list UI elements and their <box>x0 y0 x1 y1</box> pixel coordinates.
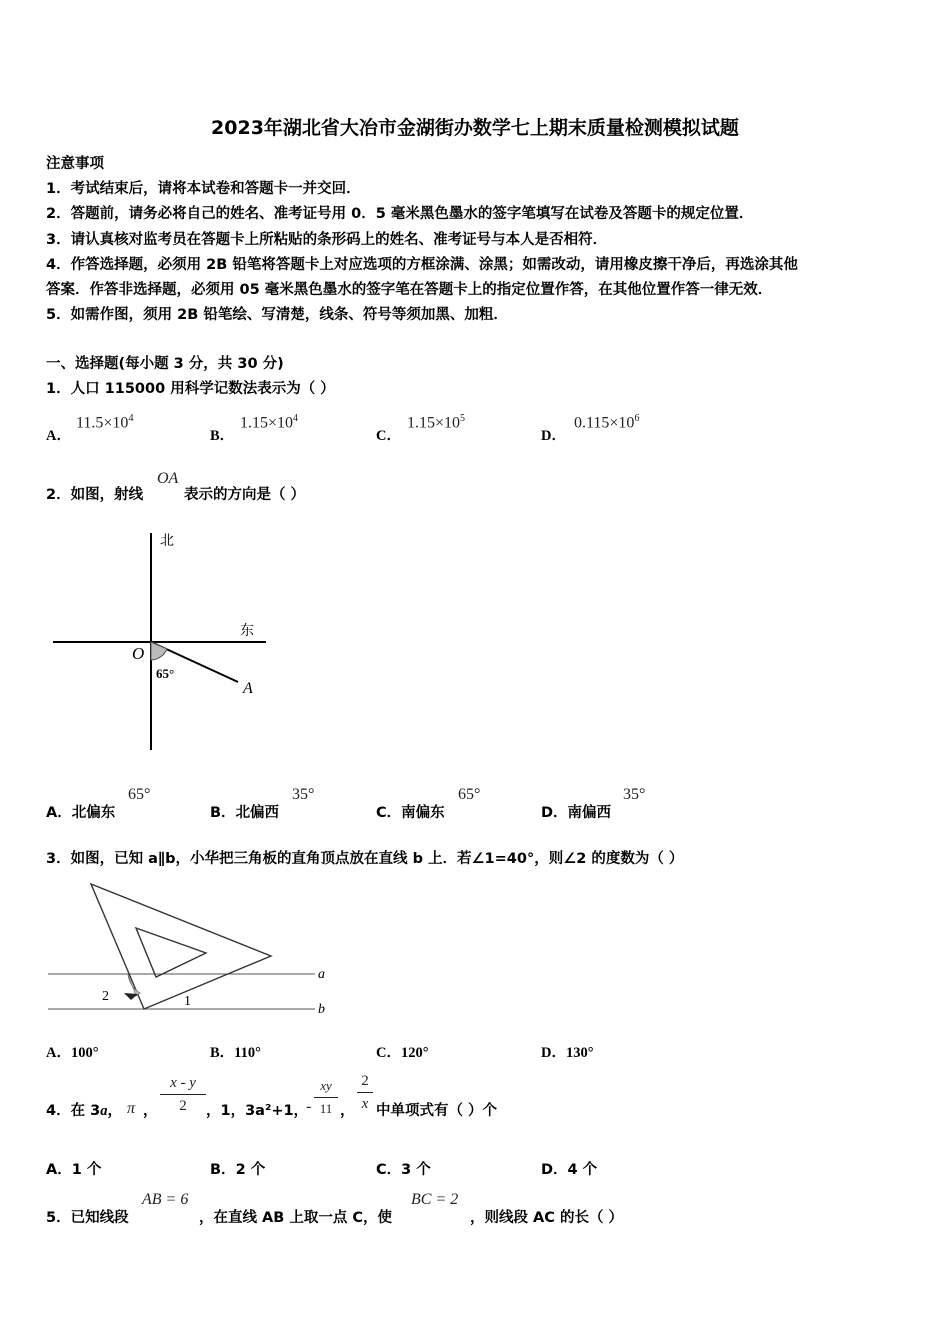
q1-option-a-letter: A． <box>46 428 71 444</box>
page-title: 2023年湖北省大冶市金湖街办数学七上期末质量检测模拟试题 <box>211 117 739 139</box>
q4-lead: 4．在 3a， <box>46 1103 122 1119</box>
q5-tail: ，则线段 AC 的长（ ） <box>470 1210 624 1226</box>
q2-option-c-deg: 65° <box>458 786 481 803</box>
triangle-inner <box>136 928 206 977</box>
q2-compass-figure <box>40 528 280 758</box>
q3-triangle-figure <box>40 878 340 1018</box>
q2-option-d: D．南偏西 <box>541 805 612 821</box>
q1-option-b-expr: $1.15\times 10^4$ <box>240 413 299 432</box>
q4-comma: ， <box>143 1103 158 1119</box>
q4-fraction-2: xy 11 <box>314 1077 338 1118</box>
q4-option-c: C．3 个 <box>376 1162 431 1178</box>
notice-item-3: 3．请认真核对监考员在答题卡上所粘贴的条形码上的姓名、准考证号与本人是否相符． <box>46 232 608 248</box>
q4-minus: - <box>306 1098 312 1115</box>
q4-option-a: A．1 个 <box>46 1162 102 1178</box>
line-b-label: b <box>318 1002 325 1017</box>
q1-option-c-expr: $1.15\times 10^5$ <box>407 413 466 432</box>
q4-tail: 中单项式有（ ）个 <box>376 1103 498 1119</box>
section-heading: 一、选择题(每小题 3 分，共 30 分) <box>46 356 284 372</box>
q5-lead: 5．已知线段 <box>46 1210 129 1226</box>
notice-heading: 注意事项 <box>46 156 104 172</box>
q3-option-d: D．130° <box>541 1045 594 1061</box>
notice-item-4-cont: 答案．作答非选择题，必须用 05 毫米黑色墨水的签字笔在答题卡上的指定位置作答，在其他位置作答一律无效． <box>46 282 773 298</box>
q3-option-b: B．110° <box>210 1045 261 1061</box>
line-a-label: a <box>318 967 325 982</box>
q1-option-a-expr: $11.5\times 10^4$ <box>76 413 134 432</box>
q1-option-d-letter: D． <box>541 428 566 444</box>
q2-option-a-deg: 65° <box>128 786 151 803</box>
q4-option-b: B．2 个 <box>210 1162 266 1178</box>
north-label: 北 <box>160 534 174 549</box>
q4-comma-2: ， <box>340 1103 355 1119</box>
triangle-outer <box>91 884 271 1009</box>
q1-option-c-letter: C． <box>376 428 401 444</box>
q2-stem-b: 表示的方向是（ ） <box>184 487 306 503</box>
q1-option-b-letter: B． <box>210 428 235 444</box>
q3-option-a: A．100° <box>46 1045 99 1061</box>
q4-fraction-3: 2 x <box>357 1072 373 1113</box>
q2-stem-a: 2．如图，射线 <box>46 487 144 503</box>
q5-ab-equation: AB = 6 <box>142 1191 189 1208</box>
angle-label: 65° <box>156 666 175 681</box>
origin-label: O <box>132 644 145 663</box>
notice-item-2: 2．答题前，请务必将自己的姓名、准考证号用 0．5 毫米黑色墨水的签字笔填写在试卷及答题卡的规定位置． <box>46 206 754 222</box>
q4-middle: ，1，3a²+1， <box>206 1103 309 1119</box>
notice-item-1: 1．考试结束后，请将本试卷和答题卡一并交回． <box>46 181 361 197</box>
east-label: 东 <box>240 624 254 639</box>
notice-item-4: 4．作答选择题，必须用 2B 铅笔将答题卡上对应选项的方框涂满、涂黑；如需改动，请用橡皮擦干净后，再选涂其他 <box>46 257 798 273</box>
q3-stem: 3．如图，已知 a∥b，小华把三角板的直角顶点放在直线 b 上．若∠1=40°，则∠2 的度数为（ ） <box>46 851 684 867</box>
q5-middle: ，在直线 AB 上取一点 C，使 <box>199 1210 393 1226</box>
point-a-label: A <box>243 680 253 697</box>
q2-option-c: C．南偏东 <box>376 805 445 821</box>
notice-item-5: 5．如需作图，须用 2B 铅笔绘、写清楚，线条、符号等须加黑、加粗． <box>46 307 508 323</box>
q4-option-d: D．4 个 <box>541 1162 598 1178</box>
q4-fraction-1: x - y 2 <box>160 1074 206 1115</box>
q3-option-c: C．120° <box>376 1045 429 1061</box>
angle-2-label: 2 <box>102 989 109 1004</box>
q2-ray-label: OA <box>157 470 179 487</box>
q2-option-b-deg: 35° <box>292 786 315 803</box>
q1-stem: 1．人口 115000 用科学记数法表示为（ ） <box>46 381 335 397</box>
q2-option-b: B．北偏西 <box>210 805 280 821</box>
q2-option-a: A．北偏东 <box>46 805 116 821</box>
q4-pi: π <box>127 1100 136 1117</box>
angle-1-label: 1 <box>184 994 191 1009</box>
q2-option-d-deg: 35° <box>623 786 646 803</box>
q1-option-d-expr: $0.115\times 10^6$ <box>574 413 640 432</box>
q5-bc-equation: BC = 2 <box>411 1191 459 1208</box>
